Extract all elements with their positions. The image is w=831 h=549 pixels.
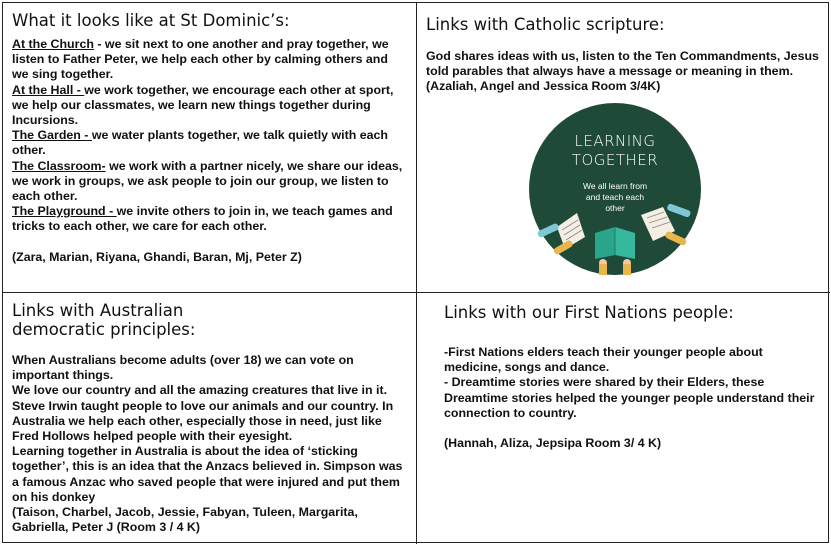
- logo-sub2: and teach each: [585, 192, 645, 202]
- logo-sub3: other: [605, 203, 625, 213]
- quadrant-democratic-principles: [3, 293, 417, 544]
- quadrant-catholic-scripture: [417, 3, 830, 293]
- logo-sub1: We all learn from: [582, 181, 648, 191]
- st-dominics-body: [12, 37, 407, 265]
- quad-grid: [2, 2, 829, 543]
- first-nations-p1: -First Nations elders teach their younger people about medicine, songs and dance.: [444, 345, 763, 375]
- church-text: - we sit next to one another and pray together, we listen to Father Peter, we help each other by calming others and we sing together.: [12, 37, 389, 82]
- democratic-heading-line1: Links with Australian: [12, 301, 184, 320]
- quadrant-st-dominics: [3, 3, 417, 293]
- classroom-label: The Classroom-: [12, 158, 106, 173]
- st-dominics-authors: (Zara, Marian, Riyana, Ghandi, Baran, Mj, Peter Z): [12, 249, 302, 264]
- democratic-heading-line2: democratic principles:: [12, 320, 196, 339]
- learning-together-logo: [529, 103, 701, 275]
- playground-text: we invite others to join in, we teach games and tricks to each other, we care for each other.: [12, 204, 393, 234]
- quadrant-first-nations: [417, 293, 830, 544]
- learning-together-graphic: [529, 103, 701, 275]
- church-label: At the Church: [12, 37, 94, 51]
- first-nations-p2: - Dreamtime stories were shared by their Elders, these Dreamtime stories helped the younger people understand their connection to country.: [444, 375, 815, 420]
- scripture-body: God shares ideas with us, listen to the Ten Commandments, Jesus told parables that always have a message or meaning in them. (Azaliah, Angel and Jessica Room 3/4K): [426, 49, 819, 94]
- first-nations-authors: (Hannah, Aliza, Jepsipa Room 3/ 4 K): [444, 436, 662, 451]
- hall-text-2: Incursions.: [12, 113, 79, 128]
- first-nations-heading: Links with our First Nations people:: [444, 303, 734, 322]
- garden-label: The Garden -: [12, 128, 92, 143]
- classroom-text: we work with a partner nicely, we share our ideas, we work in groups, we ask people to join our group, we listen to each other.: [12, 158, 403, 204]
- garden-text: we water plants together, we talk quietly with each: [91, 128, 388, 143]
- hall-label: At the Hall -: [12, 82, 85, 97]
- democratic-body: When Australians become adults (over 18) we can vote on important things. We love our country and all the amazing creatures that live in it. Steve Irwin taught people to love our animals and our country. In Australia we help each other, especially those in need, just like Fred Hollows helped people with their eyesight. Learning together in Australia is about the idea of ‘sticking together’, this is an idea that the Anzacs believed in. Simpson was a famous Anzac who saved people that were injured and put them on his donkey (Taison, Charbel, Jacob, Jessie, Fabyan, Tuleen, Margarita, Gabriella, Peter J (Room 3 / 4 K): [12, 353, 403, 535]
- garden-text-2: other.: [12, 143, 46, 158]
- first-nations-body: [444, 345, 821, 451]
- playground-label: The Playground -: [12, 204, 117, 219]
- scripture-heading: Links with Catholic scripture:: [426, 15, 665, 34]
- logo-line1: LEARNING: [574, 132, 656, 150]
- logo-line2: TOGETHER: [571, 151, 659, 169]
- democratic-heading: [12, 301, 407, 339]
- hall-text: we work together, we encourage each other at sport, we help our classmates, we learn new things together during: [12, 82, 394, 112]
- st-dominics-heading: What it looks like at St Dominic’s:: [12, 11, 290, 30]
